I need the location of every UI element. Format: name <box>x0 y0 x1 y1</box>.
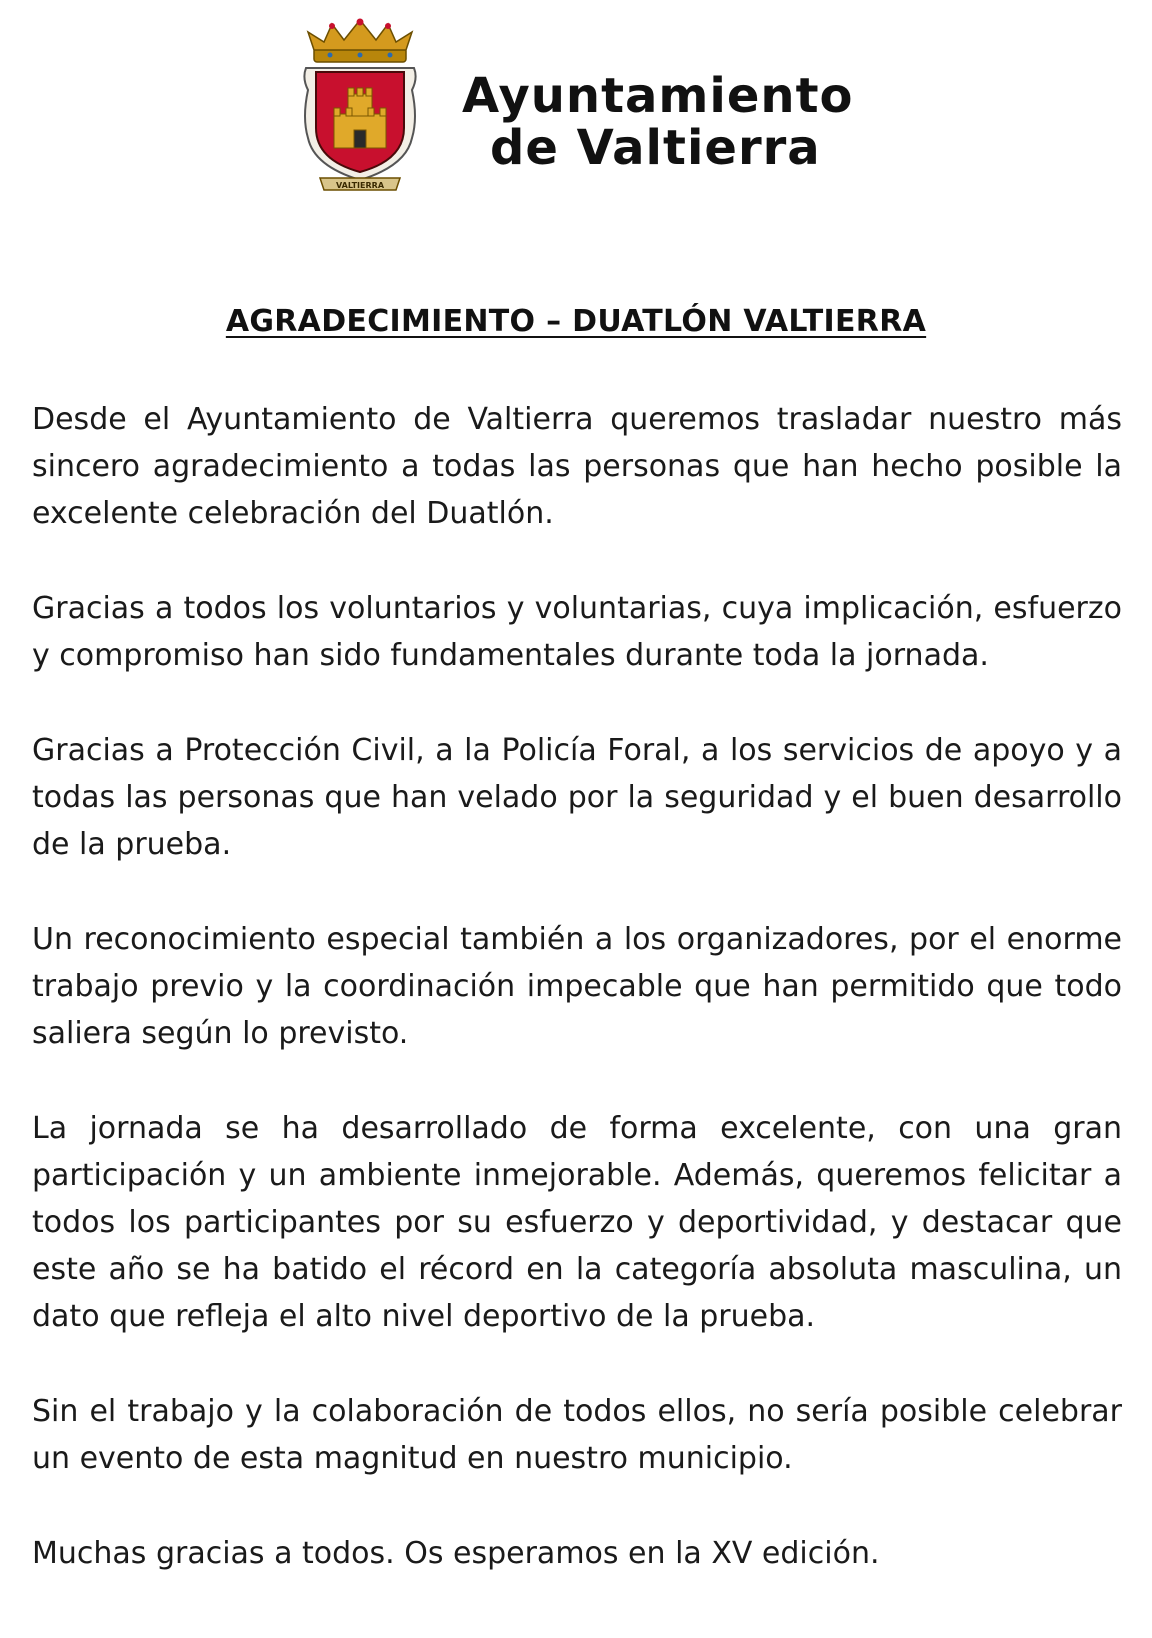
crown-icon <box>308 19 412 63</box>
brand-line1: Ayuntamiento <box>462 68 854 124</box>
page-title: AGRADECIMIENTO – DUATLÓN VALTIERRA <box>225 304 927 339</box>
paragraph: Sin el trabajo y la colaboración de todos ellos, no sería posible celebrar un evento de esta magnitud en nuestro municipio. <box>32 1394 1122 1476</box>
brand-line2: de Valtierra <box>490 120 821 176</box>
header <box>0 0 1152 230</box>
document-body <box>32 396 1122 1625</box>
paragraph: Gracias a Protección Civil, a la Policía Foral, a los servicios de apoyo y a todas las personas que han velado por la seguridad y el buen desarrollo de la prueba. <box>32 733 1122 862</box>
paragraph: Muchas gracias a todos. Os esperamos en la XV edición. <box>32 1536 880 1571</box>
paragraph: La jornada se ha desarrollado de forma excelente, con una gran participación y un ambiente inmejorable. Además, queremos felicitar a todos los participantes por su esfuerzo y deportividad, y destacar que este año se ha batido el récord en la categoría absoluta masculina, un dato que refleja el alto nivel deportivo de la prueba. <box>32 1111 1122 1334</box>
crest-ribbon-text: VALTIERRA <box>335 181 385 190</box>
municipality-name <box>462 70 854 174</box>
paragraph: Gracias a todos los voluntarios y voluntarias, cuya implicación, esfuerzo y compromiso han sido fundamentales durante toda la jornada. <box>32 591 1122 673</box>
paragraph: Un reconocimiento especial también a los organizadores, por el enorme trabajo previo y la coordinación impecable que han permitido que todo saliera según lo previsto. <box>32 922 1122 1051</box>
coat-of-arms-logo <box>300 18 420 198</box>
paragraph: Desde el Ayuntamiento de Valtierra queremos trasladar nuestro más sincero agradecimiento a todas las personas que han hecho posible la excelente celebración del Duatlón. <box>32 402 1122 531</box>
